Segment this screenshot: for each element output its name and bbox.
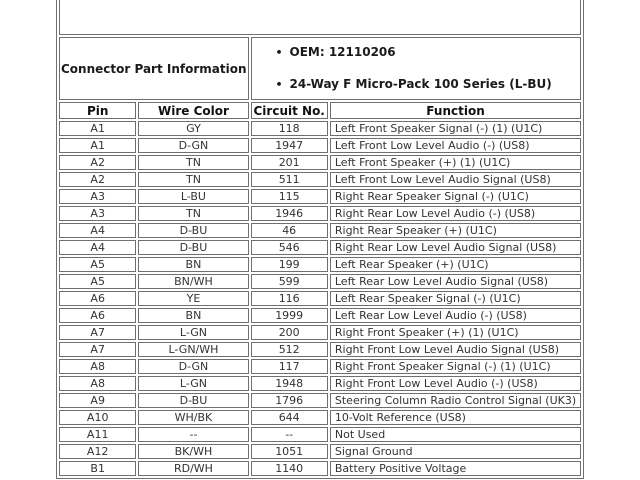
function-cell: Right Rear Low Level Audio Signal (US8) (330, 240, 581, 255)
circuit-cell: 118 (251, 121, 328, 136)
function-cell: Right Front Speaker Signal (-) (1) (U1C) (330, 359, 581, 374)
table-row (59, 206, 581, 221)
function-cell: Left Rear Low Level Audio Signal (US8) (330, 274, 581, 289)
pin-cell: A5 (59, 257, 136, 272)
wire-color-cell: YE (138, 291, 248, 306)
table-row (59, 223, 581, 238)
function-cell: Right Front Low Level Audio Signal (US8) (330, 342, 581, 357)
wire-color-cell: D-GN (138, 359, 248, 374)
wire-color-cell: D-BU (138, 393, 248, 408)
table-row (59, 308, 581, 323)
pin-cell: A6 (59, 308, 136, 323)
bullet-icon: • (275, 46, 283, 59)
wire-color-cell: TN (138, 172, 248, 187)
function-cell: Left Rear Low Level Audio (-) (US8) (330, 308, 581, 323)
circuit-cell: 1946 (251, 206, 328, 221)
circuit-cell: -- (251, 427, 328, 442)
circuit-cell: 1051 (251, 444, 328, 459)
connector-part-info-label: Connector Part Information (59, 37, 249, 100)
function-cell: Right Front Low Level Audio (-) (US8) (330, 376, 581, 391)
pin-cell: A9 (59, 393, 136, 408)
table-row (59, 189, 581, 204)
wire-color-cell: TN (138, 206, 248, 221)
wire-color-cell: D-BU (138, 240, 248, 255)
function-cell: Left Front Low Level Audio (-) (US8) (330, 138, 581, 153)
pin-cell: A1 (59, 138, 136, 153)
series-bullet-line (276, 77, 577, 92)
wire-color-cell: BK/WH (138, 444, 248, 459)
wire-color-cell: D-GN (138, 138, 248, 153)
wire-color-cell: BN (138, 308, 248, 323)
pin-cell: A8 (59, 376, 136, 391)
oem-bullet-line (276, 45, 577, 60)
series-text: 24-Way F Micro-Pack 100 Series (L-BU) (289, 77, 552, 91)
function-cell: Right Rear Speaker (+) (U1C) (330, 223, 581, 238)
table-row (59, 240, 581, 255)
pin-cell: A3 (59, 189, 136, 204)
function-cell: 10-Volt Reference (US8) (330, 410, 581, 425)
empty-header-box (59, 0, 581, 35)
pin-cell: A5 (59, 274, 136, 289)
wire-color-cell: TN (138, 155, 248, 170)
pin-cell: B1 (59, 461, 136, 476)
circuit-cell: 46 (251, 223, 328, 238)
pin-cell: A2 (59, 172, 136, 187)
table-row (59, 410, 581, 425)
circuit-cell: 1999 (251, 308, 328, 323)
function-cell: Signal Ground (330, 444, 581, 459)
function-cell: Left Front Low Level Audio Signal (US8) (330, 172, 581, 187)
wire-color-cell: GY (138, 121, 248, 136)
pin-cell: A4 (59, 223, 136, 238)
circuit-cell: 199 (251, 257, 328, 272)
function-cell: Right Rear Speaker Signal (-) (U1C) (330, 189, 581, 204)
wire-color-cell: D-BU (138, 223, 248, 238)
wire-color-cell: L-GN/WH (138, 342, 248, 357)
circuit-cell: 1140 (251, 461, 328, 476)
wire-color-cell: L-GN (138, 376, 248, 391)
circuit-cell: 115 (251, 189, 328, 204)
wire-color-cell: WH/BK (138, 410, 248, 425)
circuit-cell: 546 (251, 240, 328, 255)
pin-cell: A7 (59, 325, 136, 340)
pin-cell: A4 (59, 240, 136, 255)
function-cell: Left Rear Speaker Signal (-) (U1C) (330, 291, 581, 306)
wire-color-cell: RD/WH (138, 461, 248, 476)
circuit-cell: 200 (251, 325, 328, 340)
pin-cell: A12 (59, 444, 136, 459)
table-row (59, 155, 581, 170)
function-cell: Right Front Speaker (+) (1) (U1C) (330, 325, 581, 340)
table-row (59, 274, 581, 289)
circuit-cell: 1948 (251, 376, 328, 391)
col-header-wire-color: Wire Color (138, 102, 248, 119)
function-cell: Steering Column Radio Control Signal (UK3) (330, 393, 581, 408)
circuit-cell: 644 (251, 410, 328, 425)
function-cell: Left Front Speaker (+) (1) (U1C) (330, 155, 581, 170)
table-row (59, 444, 581, 459)
wire-color-cell: BN/WH (138, 274, 248, 289)
circuit-cell: 511 (251, 172, 328, 187)
table-row (59, 121, 581, 136)
pin-cell: A8 (59, 359, 136, 374)
circuit-cell: 201 (251, 155, 328, 170)
pin-cell: A11 (59, 427, 136, 442)
table-row (59, 172, 581, 187)
col-header-function: Function (330, 102, 581, 119)
table-row (59, 342, 581, 357)
function-cell: Left Rear Speaker (+) (U1C) (330, 257, 581, 272)
table-header-row (59, 102, 581, 119)
connector-table (56, 0, 584, 479)
connector-info-row (59, 37, 581, 100)
table-row (59, 393, 581, 408)
connector-part-info-details (251, 37, 582, 100)
circuit-cell: 599 (251, 274, 328, 289)
pin-cell: A3 (59, 206, 136, 221)
col-header-circuit-no: Circuit No. (251, 102, 328, 119)
wire-color-cell: -- (138, 427, 248, 442)
circuit-cell: 116 (251, 291, 328, 306)
circuit-cell: 512 (251, 342, 328, 357)
circuit-cell: 117 (251, 359, 328, 374)
function-cell: Not Used (330, 427, 581, 442)
circuit-cell: 1947 (251, 138, 328, 153)
circuit-cell: 1796 (251, 393, 328, 408)
bullet-icon: • (275, 78, 283, 91)
table-row (59, 291, 581, 306)
pin-cell: A6 (59, 291, 136, 306)
wire-color-cell: L-BU (138, 189, 248, 204)
table-row (59, 325, 581, 340)
function-cell: Battery Positive Voltage (330, 461, 581, 476)
empty-top-row (59, 0, 581, 35)
col-header-pin: Pin (59, 102, 136, 119)
function-cell: Right Rear Low Level Audio (-) (US8) (330, 206, 581, 221)
oem-text: OEM: 12110206 (289, 45, 396, 59)
table-row (59, 461, 581, 476)
pin-cell: A1 (59, 121, 136, 136)
table-row (59, 138, 581, 153)
wire-color-cell: L-GN (138, 325, 248, 340)
table-row (59, 359, 581, 374)
pin-cell: A7 (59, 342, 136, 357)
table-row (59, 427, 581, 442)
table-row (59, 376, 581, 391)
pin-cell: A2 (59, 155, 136, 170)
pin-cell: A10 (59, 410, 136, 425)
function-cell: Left Front Speaker Signal (-) (1) (U1C) (330, 121, 581, 136)
wire-color-cell: BN (138, 257, 248, 272)
table-row (59, 257, 581, 272)
